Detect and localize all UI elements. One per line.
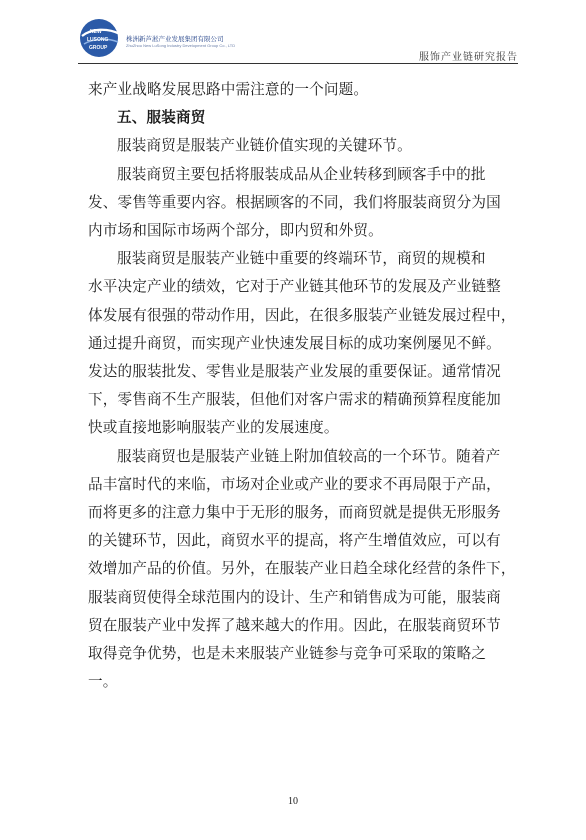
text-line: 服装商贸使得全球范围内的设计、生产和销售成为可能，服装商 [88, 588, 501, 606]
company-name-cn: 株洲新芦淞产业发展集团有限公司 [126, 35, 224, 43]
svg-text:GROUP: GROUP [89, 45, 108, 51]
text-line: 水平决定产业的绩效，它对于产业链其他环节的发展及产业链整 [88, 278, 501, 296]
page-number: 10 [288, 796, 298, 807]
svg-text:NEW: NEW [90, 29, 102, 35]
page-header [78, 16, 518, 64]
text-line: 一。 [88, 673, 118, 691]
section-heading: 五、服装商贸 [117, 109, 206, 127]
text-line: 服装商贸主要包括将服装成品从企业转移到顾客手中的批 [117, 165, 486, 183]
header-divider [78, 63, 518, 64]
text-line: 下，零售商不生产服装，但他们对客户需求的精确预算程度能加 [88, 391, 501, 409]
text-line: 体发展有很强的带动作用，因此，在很多服装产业链发展过程中， [88, 306, 516, 324]
text-line: 内市场和国际市场两个部分，即内贸和外贸。 [88, 222, 383, 240]
text-line: 来产业战略发展思路中需注意的一个问题。 [88, 81, 369, 98]
text-line: 发达的服装批发、零售业是服装产业发展的重要保证。通常情况 [88, 363, 501, 381]
body-text [88, 76, 516, 696]
report-title: 服饰产业链研究报告 [419, 52, 518, 63]
text-line: 的关键环节，因此，商贸水平的提高，将产生增值效应，可以有 [88, 532, 501, 550]
text-line: 快或直接地影响服装产业的发展速度。 [88, 419, 339, 437]
text-line: 发、零售等重要内容。根据顾客的不同，我们将服装商贸分为国 [88, 193, 501, 211]
text-line: 取得竞争优势，也是未来服装产业链参与竞争可采取的策略之 [88, 645, 487, 663]
svg-text:LUSONG: LUSONG [87, 37, 109, 43]
text-line: 而将更多的注意力集中于无形的服务，而商贸就是提供无形服务 [88, 504, 501, 522]
text-line: 品丰富时代的来临，市场对企业或产业的要求不再局限于产品， [88, 475, 501, 493]
company-logo-icon [78, 16, 124, 60]
company-name-en: ZhuZhou New LuSong Industry Development Group Co., LTD [126, 43, 236, 48]
text-line: 贸在服装产业中发挥了越来越大的作用。因此，在服装商贸环节 [88, 616, 501, 634]
text-line: 服装商贸是服装产业链中重要的终端环节，商贸的规模和 [117, 250, 486, 268]
text-line: 服装商贸也是服装产业链上附加值较高的一个环节。随着产 [117, 447, 501, 465]
text-line: 服装商贸是服装产业链价值实现的关键环节。 [117, 137, 412, 155]
text-line: 效增加产品的价值。另外，在服装产业日趋全球化经营的条件下， [88, 560, 516, 578]
text-line: 通过提升商贸，而实现产业快速发展目标的成功案例屡见不鲜。 [88, 334, 501, 352]
